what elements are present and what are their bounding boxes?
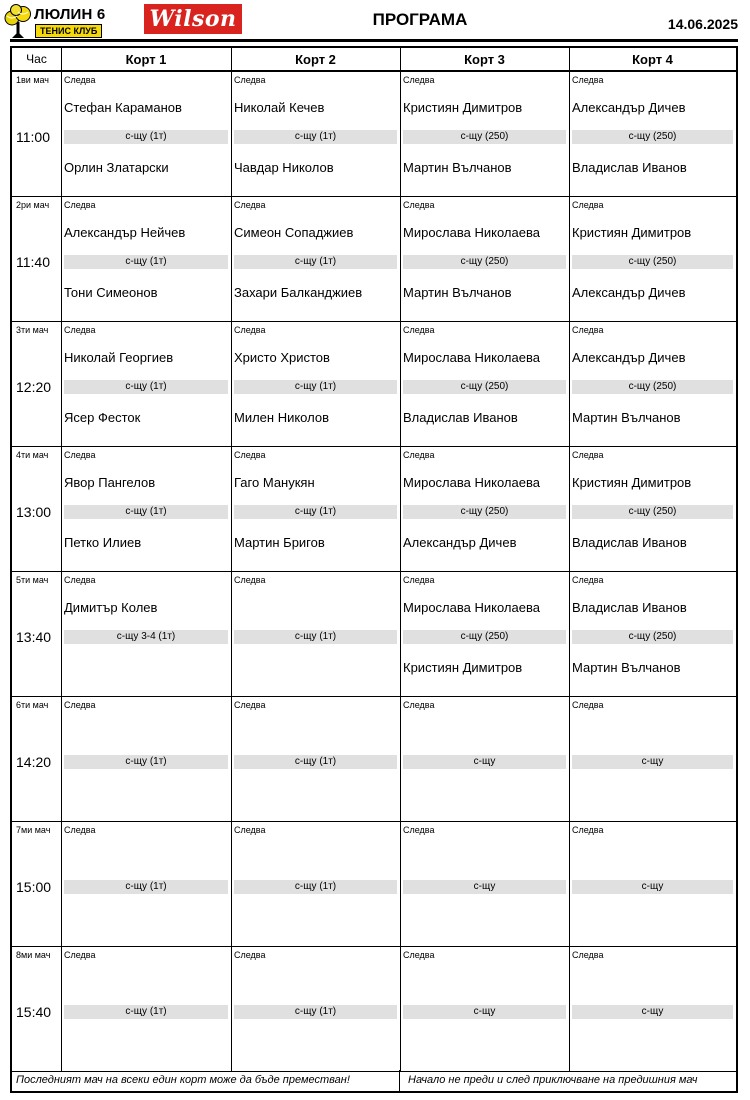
player-two: Петко Илиев — [64, 535, 142, 550]
player-two: Владислав Иванов — [403, 410, 518, 425]
next-label: Следва — [234, 825, 266, 835]
match-number: 2ри мач — [16, 200, 50, 210]
player-two: Мартин Вълчанов — [403, 285, 512, 300]
sponsor-logo: Wilson — [144, 4, 242, 34]
player-two: Александър Дичев — [572, 285, 686, 300]
player-one: Александър Нейчев — [64, 225, 186, 240]
category-bar: с-щу (1т) — [64, 1005, 228, 1019]
next-label: Следва — [403, 575, 435, 585]
category-bar: с-щу (1т) — [64, 880, 228, 894]
match-time: 14:20 — [16, 754, 52, 770]
court-cell-3 — [400, 572, 569, 697]
next-label: Следва — [572, 325, 604, 335]
category-bar: с-щу — [403, 880, 566, 894]
player-one: Александър Дичев — [572, 100, 686, 115]
match-number: 6ти мач — [16, 700, 49, 710]
player-one: Николай Кечев — [234, 100, 325, 115]
court-cell-1 — [61, 697, 231, 822]
category-bar: с-щу 3-4 (1т) — [64, 630, 228, 644]
next-label: Следва — [64, 75, 96, 85]
court-cell-4 — [569, 72, 736, 197]
schedule-row — [12, 447, 736, 572]
player-two: Чавдар Николов — [234, 160, 334, 175]
schedule-row — [12, 697, 736, 822]
category-bar: с-щу (250) — [572, 130, 733, 144]
match-time: 12:20 — [16, 379, 52, 395]
next-label: Следва — [403, 200, 435, 210]
footer-separator — [399, 1070, 400, 1091]
court-cell-1 — [61, 447, 231, 572]
category-bar: с-щу (1т) — [234, 755, 397, 769]
schedule-row — [12, 197, 736, 322]
player-one: Кристиян Димитров — [572, 225, 692, 240]
category-bar: с-щу (250) — [572, 255, 733, 269]
next-label: Следва — [572, 575, 604, 585]
match-time: 11:40 — [16, 254, 50, 270]
player-two: Мартин Вълчанов — [572, 660, 681, 675]
court-cell-3 — [400, 197, 569, 322]
next-label: Следва — [64, 700, 96, 710]
column-divider — [400, 48, 401, 1072]
player-one: Явор Пангелов — [64, 475, 156, 490]
player-two: Владислав Иванов — [572, 535, 687, 550]
player-two: Орлин Златарски — [64, 160, 169, 175]
court-cell-1 — [61, 947, 231, 1072]
next-label: Следва — [234, 325, 266, 335]
category-bar: с-щу — [403, 755, 566, 769]
category-bar: с-щу (250) — [572, 380, 733, 394]
player-one: Мирослава Николаева — [403, 475, 540, 490]
court-cell-1 — [61, 197, 231, 322]
player-one: Гаго Манукян — [234, 475, 315, 490]
court-cell-2 — [231, 947, 400, 1072]
player-one: Кристиян Димитров — [572, 475, 692, 490]
court-cell-2 — [231, 447, 400, 572]
next-label: Следва — [403, 450, 435, 460]
court-cell-3 — [400, 697, 569, 822]
category-bar: с-щу (1т) — [234, 380, 397, 394]
next-label: Следва — [572, 950, 604, 960]
court-header-1: Корт 1 — [125, 51, 167, 67]
category-bar: с-щу (1т) — [234, 1005, 397, 1019]
match-number: 7ми мач — [16, 825, 51, 835]
player-one: Кристиян Димитров — [403, 100, 523, 115]
match-time: 13:40 — [16, 629, 52, 645]
next-label: Следва — [234, 75, 266, 85]
schedule-row — [12, 322, 736, 447]
tennis-ball-tree-icon — [4, 4, 32, 38]
header-divider — [10, 39, 738, 42]
category-bar: с-щу (1т) — [64, 380, 228, 394]
court-cell-1 — [61, 322, 231, 447]
match-number: 8ми мач — [16, 950, 51, 960]
next-label: Следва — [403, 75, 435, 85]
category-bar: с-щу — [572, 1005, 733, 1019]
category-bar: с-щу (1т) — [64, 755, 228, 769]
player-two: Тони Симеонов — [64, 285, 158, 300]
match-number: 3ти мач — [16, 325, 49, 335]
category-bar: с-щу (250) — [403, 505, 566, 519]
court-cell-2 — [231, 822, 400, 947]
category-bar: с-щу (1т) — [64, 130, 228, 144]
next-label: Следва — [234, 450, 266, 460]
next-label: Следва — [572, 200, 604, 210]
next-label: Следва — [234, 700, 266, 710]
player-one: Христо Христов — [234, 350, 330, 365]
footer-right-note: Начало не преди и след приключване на предишния мач — [408, 1074, 698, 1086]
time-column-header: Час — [26, 52, 47, 66]
category-bar: с-щу (1т) — [234, 630, 397, 644]
next-label: Следва — [572, 75, 604, 85]
next-label: Следва — [403, 700, 435, 710]
next-label: Следва — [64, 575, 96, 585]
player-one: Стефан Караманов — [64, 100, 182, 115]
category-bar: с-щу (250) — [403, 630, 566, 644]
page-title: ПРОГРАМА — [372, 10, 468, 29]
court-cell-1 — [61, 572, 231, 697]
category-bar: с-щу — [572, 880, 733, 894]
court-cell-3 — [400, 322, 569, 447]
player-two: Милен Николов — [234, 410, 329, 425]
player-two: Александър Дичев — [403, 535, 517, 550]
court-cell-1 — [61, 72, 231, 197]
player-two: Кристиян Димитров — [403, 660, 523, 675]
next-label: Следва — [234, 575, 266, 585]
player-two: Захари Балканджиев — [234, 285, 363, 300]
footer-left-note: Последният мач на всеки един корт може да бъде преместван! — [16, 1074, 350, 1086]
court-cell-3 — [400, 947, 569, 1072]
next-label: Следва — [572, 450, 604, 460]
category-bar: с-щу (250) — [403, 130, 566, 144]
court-cell-2 — [231, 697, 400, 822]
court-cell-2 — [231, 572, 400, 697]
next-label: Следва — [572, 700, 604, 710]
match-number: 5ти мач — [16, 575, 49, 585]
player-two: Мартин Бригов — [234, 535, 325, 550]
next-label: Следва — [403, 825, 435, 835]
court-header-2: Корт 2 — [295, 51, 336, 67]
court-cell-4 — [569, 572, 736, 697]
player-two: Владислав Иванов — [572, 160, 687, 175]
court-cell-2 — [231, 197, 400, 322]
court-cell-4 — [569, 322, 736, 447]
court-header-4: Корт 4 — [632, 51, 673, 67]
court-cell-4 — [569, 697, 736, 822]
next-label: Следва — [64, 325, 96, 335]
player-one: Мирослава Николаева — [403, 225, 540, 240]
category-bar: с-щу (250) — [572, 505, 733, 519]
category-bar: с-щу — [403, 1005, 566, 1019]
player-one: Симеон Сопаджиев — [234, 225, 354, 240]
court-cell-4 — [569, 197, 736, 322]
match-number: 4ти мач — [16, 450, 49, 460]
court-cell-3 — [400, 822, 569, 947]
player-one: Мирослава Николаева — [403, 350, 540, 365]
match-number: 1ви мач — [16, 75, 49, 85]
category-bar: с-щу (1т) — [64, 255, 228, 269]
category-bar: с-щу (1т) — [234, 880, 397, 894]
schedule-row — [12, 947, 736, 1072]
match-time: 13:00 — [16, 504, 52, 520]
match-time: 11:00 — [16, 129, 50, 145]
match-time: 15:00 — [16, 879, 52, 895]
player-one: Николай Георгиев — [64, 350, 174, 365]
next-label: Следва — [234, 950, 266, 960]
court-cell-4 — [569, 947, 736, 1072]
schedule-table — [10, 46, 738, 1093]
player-one: Мирослава Николаева — [403, 600, 540, 615]
next-label: Следва — [64, 825, 96, 835]
court-cell-2 — [231, 322, 400, 447]
player-two: Ясер Фесток — [64, 410, 141, 425]
column-divider — [231, 48, 232, 1072]
next-label: Следва — [64, 450, 96, 460]
footer-notes — [12, 1070, 736, 1091]
next-label: Следва — [403, 325, 435, 335]
player-one: Владислав Иванов — [572, 600, 687, 615]
column-divider — [61, 48, 62, 1072]
category-bar: с-щу (250) — [572, 630, 733, 644]
category-bar: с-щу (250) — [403, 380, 566, 394]
court-cell-3 — [400, 72, 569, 197]
next-label: Следва — [64, 950, 96, 960]
court-header-3: Корт 3 — [464, 51, 505, 67]
next-label: Следва — [234, 200, 266, 210]
schedule-date: 14.06.2025 — [667, 16, 738, 32]
player-one: Димитър Колев — [64, 600, 158, 615]
schedule-row — [12, 822, 736, 947]
next-label: Следва — [403, 950, 435, 960]
column-divider — [569, 48, 570, 1072]
match-time: 15:40 — [16, 1004, 52, 1020]
category-bar: с-щу (1т) — [64, 505, 228, 519]
player-two: Мартин Вълчанов — [572, 410, 681, 425]
category-bar: с-щу (1т) — [234, 130, 397, 144]
category-bar: с-щу (250) — [403, 255, 566, 269]
court-cell-4 — [569, 447, 736, 572]
category-bar: с-щу (1т) — [234, 505, 397, 519]
court-cell-3 — [400, 447, 569, 572]
club-logo — [4, 4, 139, 38]
category-bar: с-щу (1т) — [234, 255, 397, 269]
club-name: ЛЮЛИН 6 — [34, 6, 106, 23]
court-cell-4 — [569, 822, 736, 947]
category-bar: с-щу — [572, 755, 733, 769]
next-label: Следва — [64, 200, 96, 210]
player-one: Александър Дичев — [572, 350, 686, 365]
page-header — [0, 0, 750, 40]
player-two: Мартин Вълчанов — [403, 160, 512, 175]
club-subtitle: ТЕНИС КЛУБ — [35, 24, 102, 38]
court-cell-2 — [231, 72, 400, 197]
schedule-row — [12, 72, 736, 197]
court-cell-1 — [61, 822, 231, 947]
schedule-row — [12, 572, 736, 697]
next-label: Следва — [572, 825, 604, 835]
